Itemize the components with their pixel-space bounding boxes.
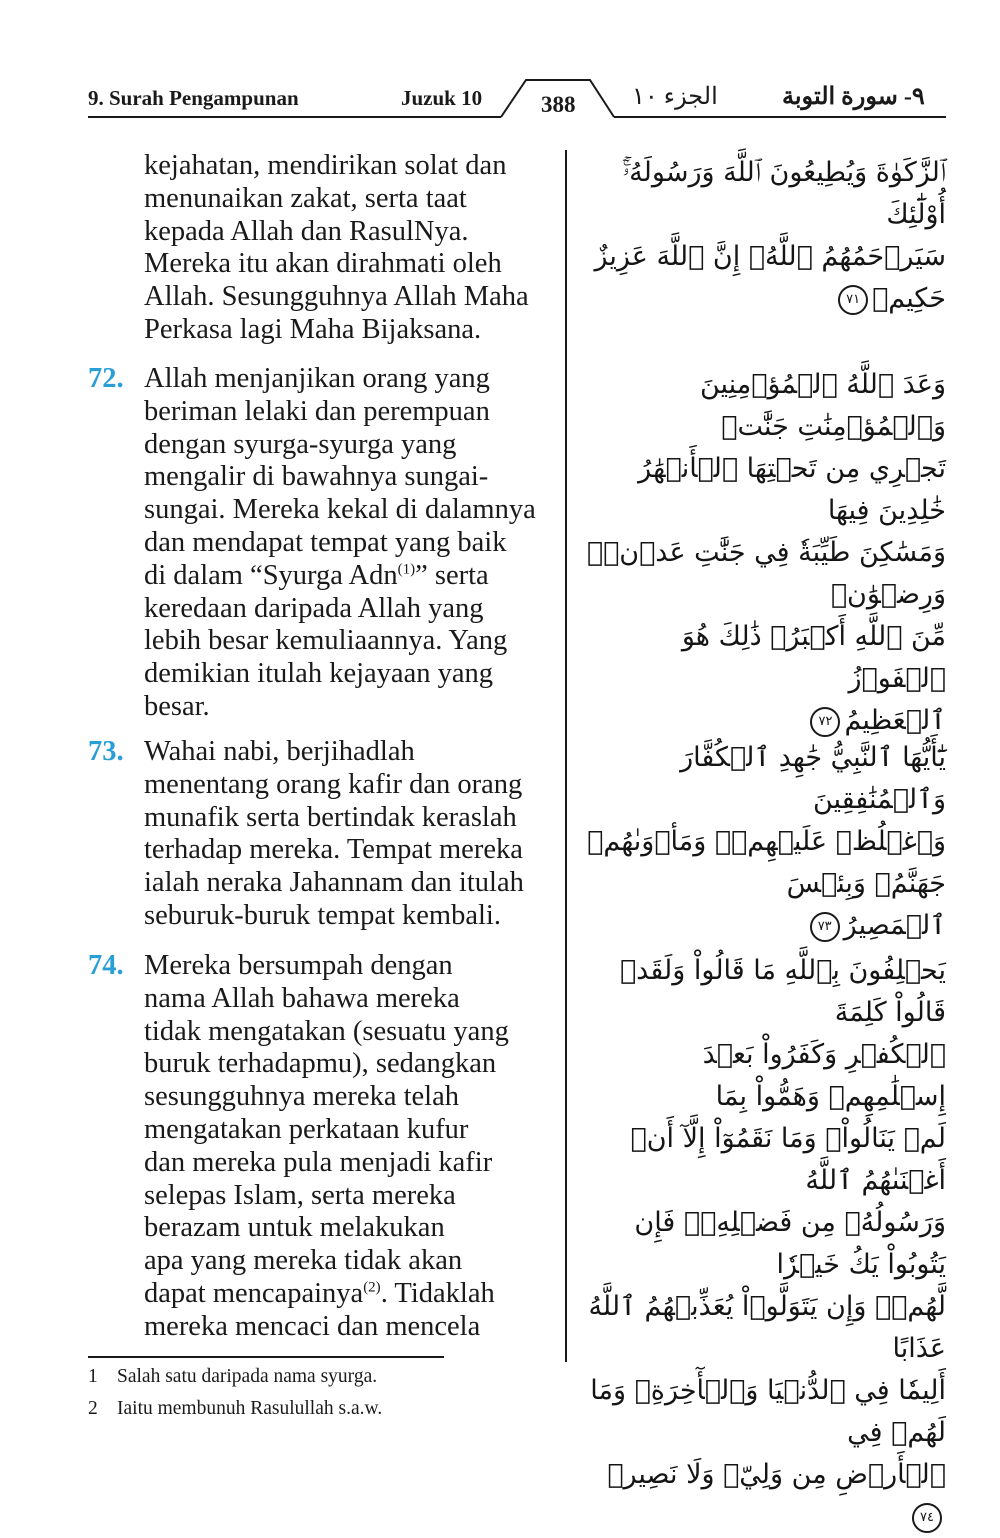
text-line: menunaikan zakat, serta taat (144, 182, 467, 214)
footnote-1 (88, 1366, 377, 1388)
text-line: Mereka bersumpah dengan (144, 950, 453, 981)
text-line: Mereka itu akan dirahmati oleh (144, 248, 502, 280)
translation-verse-74 (144, 950, 564, 1344)
footnote-number: 2 (88, 1398, 98, 1419)
text-line: sungai. Mereka kekal di dalamnya (144, 494, 536, 526)
text-line: sesungguhnya mereka telah (144, 1081, 459, 1113)
arabic-line: ٱلۡمَصِيرُ (843, 910, 946, 941)
footnote-number: 1 (88, 1366, 98, 1387)
text-fragment: . Tidaklah (380, 1277, 495, 1309)
text-line: kejahatan, mendirikan solat dan (144, 150, 507, 181)
arabic-line: يَحۡلِفُونَ بِٱللَّهِ مَا قَالُواْ وَلَقَدۡ قَالُواْ كَلِمَةَ (619, 955, 946, 1028)
text-line: tidak mengatakan (sesuatu yang (144, 1015, 509, 1047)
arabic-line: وَمَسَٰكِنَ طَيِّبَةٗ فِي جَنَّٰتِ عَدۡنٖۚ وَرِضۡوَٰنٞ (586, 537, 946, 610)
text-line: beriman lelaki dan perempuan (144, 395, 490, 427)
text-line: demikian itulah kejayaan yang (144, 658, 493, 690)
text-line: kepada Allah dan RasulNya. (144, 215, 469, 247)
header-juzuk: Juzuk 10 (401, 86, 483, 110)
arabic-line: ٱلۡكُفۡرِ وَكَفَرُواْ بَعۡدَ إِسۡلَٰمِهِمۡ وَهَمُّواْ بِمَا (702, 1039, 946, 1112)
text-line: dengan syurga-syurga yang (144, 428, 457, 460)
arabic-line: سَيَرۡحَمُهُمُ ٱللَّهُۗ إِنَّ ٱللَّهَ عَزِيزٌ حَكِيمٞ (594, 241, 946, 314)
footnote-2 (88, 1398, 382, 1420)
arabic-line: ٱلۡعَظِيمُ (844, 705, 946, 736)
text-line: seburuk-buruk tempat kembali. (144, 899, 501, 931)
ayah-end-marker: ٧٣ (810, 912, 840, 942)
text-line: ialah neraka Jahannam dan itulah (144, 867, 524, 899)
verse-number-73: 73. (88, 736, 124, 767)
arabic-ayah-71 (578, 152, 946, 320)
arabic-line: تَجۡرِي مِن تَحۡتِهَا ٱلۡأَنۡهَٰرُ خَٰلِدِينَ فِيهَا (638, 453, 946, 526)
translation-verse-73 (144, 736, 564, 933)
footnote-ref-2[interactable]: (2) (363, 1279, 381, 1296)
arabic-line: لَمۡ يَنَالُواْۚ وَمَا نَقَمُوٓاْ إِلَّآ أَنۡ أَغۡنَىٰهُمُ ٱللَّهُ (630, 1123, 946, 1196)
page-number: 388 (541, 92, 576, 117)
header-surah-arabic: ٩- سورة التوبة (782, 84, 925, 110)
text-line: apa yang mereka tidak akan (144, 1245, 463, 1277)
translation-intro (144, 150, 564, 347)
text-line: berazam untuk melakukan (144, 1212, 445, 1244)
text-line: selepas Islam, serta mereka (144, 1179, 456, 1211)
arabic-ayah-73 (578, 737, 946, 947)
text-line: mengalir di bawahnya sungai- (144, 461, 489, 493)
text-line: Wahai nabi, berjihadlah (144, 736, 415, 767)
text-line: dan mereka pula menjadi kafir (144, 1146, 493, 1178)
text-line: lebih besar kemuliaannya. Yang (144, 625, 508, 657)
text-line: Perkasa lagi Maha Bijaksana. (144, 313, 482, 345)
header-juzuk-arabic: الجزء ١٠ (632, 84, 718, 110)
translation-verse-72 (144, 363, 564, 724)
text-line: terhadap mereka. Tempat mereka (144, 834, 523, 866)
text-line: dapat mencapainya (144, 1277, 364, 1309)
header-surah-title: 9. Surah Pengampunan (88, 86, 299, 110)
arabic-line: وَٱغۡلُظۡ عَلَيۡهِمۡۚ وَمَأۡوَىٰهُمۡ جَهَنَّمُۖ وَبِئۡسَ (587, 826, 946, 899)
footnote-rule (88, 1356, 444, 1358)
verse-number-72: 72. (88, 363, 124, 394)
ayah-end-marker: ٧١ (838, 285, 868, 315)
arabic-line: لَّهُمۡۖ وَإِن يَتَوَلَّوۡاْ يُعَذِّبۡهُمُ ٱللَّهُ عَذَابًا (588, 1291, 946, 1364)
text-line: munafik serta bertindak keraslah (144, 801, 517, 833)
verse-number-74: 74. (88, 950, 124, 981)
text-line: keredaan daripada Allah yang (144, 592, 484, 624)
text-line: menentang orang kafir dan orang (144, 768, 523, 800)
arabic-line: يَٰٓأَيُّهَا ٱلنَّبِيُّ جَٰهِدِ ٱلۡكُفَّارَ وَٱلۡمُنَٰفِقِينَ (680, 742, 946, 815)
footnote-text: Iaitu membunuh Rasulullah s.a.w. (117, 1398, 383, 1419)
ayah-end-marker: ٧٤ (912, 1503, 942, 1533)
text-line: besar. (144, 690, 210, 722)
text-line: nama Allah bahawa mereka (144, 982, 460, 1014)
footnote-ref-1[interactable]: (1) (397, 561, 416, 578)
arabic-line: وَعَدَ ٱللَّهُ ٱلۡمُؤۡمِنِينَ وَٱلۡمُؤۡمِنَٰتِ جَنَّٰتٖ (699, 369, 946, 442)
column-divider (565, 150, 567, 1362)
text-line: Allah. Sesungguhnya Allah Maha (144, 281, 529, 313)
arabic-line: وَرَسُولُهُۥ مِن فَضۡلِهِۦۚ فَإِن يَتُوبُواْ يَكُ خَيۡرٗا (634, 1207, 946, 1280)
text-line: buruk terhadapmu), sedangkan (144, 1048, 497, 1080)
ayah-end-marker: ٧٢ (810, 707, 840, 737)
arabic-ayah-74 (578, 950, 946, 1538)
text-fragment: ” serta (415, 559, 489, 591)
arabic-line: ٱلزَّكَوٰةَ وَيُطِيعُونَ ٱللَّهَ وَرَسُولَهُۥٓۚ أُوْلَٰٓئِكَ (622, 157, 946, 230)
text-line: dan mendapat tempat yang baik (144, 526, 507, 558)
arabic-line: مِّنَ ٱللَّهِ أَكۡبَرُۚ ذَٰلِكَ هُوَ ٱلۡفَوۡزُ (681, 621, 946, 694)
text-line: mereka mencaci dan mencela (144, 1310, 481, 1342)
arabic-line: ٱلۡأَرۡضِ مِن وَلِيّٖ وَلَا نَصِيرٖ (607, 1459, 946, 1490)
arabic-line: أَلِيمٗا فِي ٱلدُّنۡيَا وَٱلۡأٓخِرَةِۚ وَمَا لَهُمۡ فِي (590, 1375, 946, 1448)
text-line: mengatakan perkataan kufur (144, 1113, 469, 1145)
text-line: Allah menjanjikan orang yang (144, 363, 490, 394)
footnote-text: Salah satu daripada nama syurga. (117, 1366, 378, 1387)
text-line: di dalam “Syurga Adn (144, 559, 398, 591)
arabic-ayah-72 (578, 364, 946, 742)
